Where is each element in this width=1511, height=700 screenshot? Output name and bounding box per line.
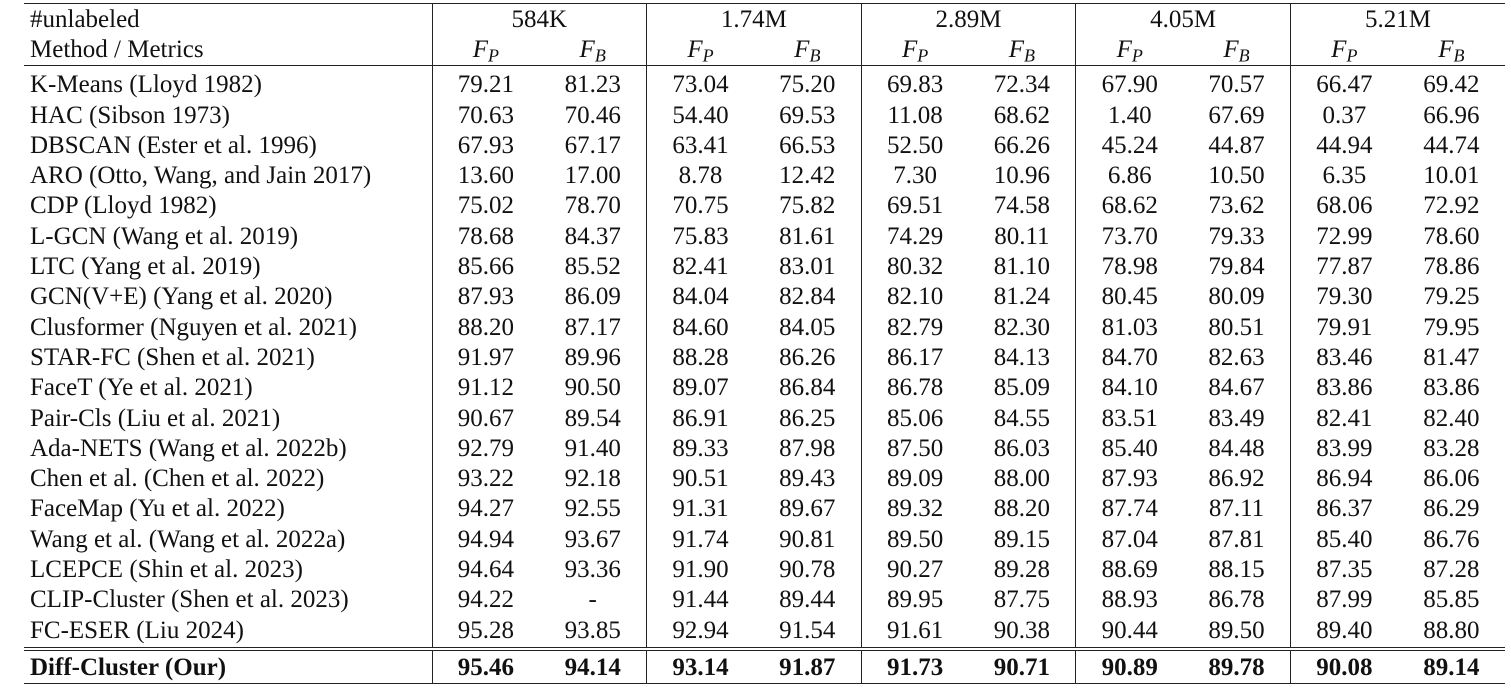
fb-value: 70.46 <box>564 101 621 129</box>
method-name: CDP (Lloyd 1982) <box>30 192 217 220</box>
fb-value: 84.37 <box>564 222 621 250</box>
fp-value: 7.30 <box>861 160 968 190</box>
fp-value: 78.98 <box>1076 251 1183 281</box>
fp-value: 85.06 <box>861 403 968 433</box>
method-name: LTC (Yang et al. 2019) <box>30 253 261 281</box>
fb-value: 80.09 <box>1208 283 1265 311</box>
table-row <box>24 494 1505 524</box>
fp-value: 78.68 <box>432 221 539 251</box>
fb-value: 88.80 <box>1423 616 1480 644</box>
fp-value: 93.22 <box>432 463 539 493</box>
metric-letter: F <box>472 35 489 63</box>
table-row <box>24 342 1505 372</box>
fp-value: 90.08 <box>1290 649 1397 684</box>
fp-value: 6.86 <box>1076 160 1183 190</box>
method-name: Wang et al. (Wang et al. 2022a) <box>30 525 346 553</box>
method-name: Ada-NETS (Wang et al. 2022b) <box>30 434 347 462</box>
metric-subscript: B <box>594 45 606 66</box>
fp-value: 90.67 <box>432 403 539 433</box>
fb-value: 87.17 <box>564 313 621 341</box>
fb-value: 86.92 <box>1208 465 1265 493</box>
metric-letter: F <box>794 35 810 63</box>
table-row <box>24 130 1505 160</box>
fp-value: 90.44 <box>1076 615 1183 649</box>
fp-value: 91.90 <box>647 554 754 584</box>
metric-letter: F <box>1116 35 1132 63</box>
fb-value: 10.96 <box>993 162 1051 190</box>
fp-value: 88.93 <box>1076 585 1183 615</box>
fb-value: 83.28 <box>1423 434 1480 462</box>
fb-value: 79.33 <box>1208 222 1265 250</box>
fp-value: 87.35 <box>1290 554 1397 584</box>
fb-value: 66.96 <box>1423 101 1480 129</box>
fp-value: 83.51 <box>1076 403 1183 433</box>
fp-value: 89.40 <box>1290 615 1397 649</box>
fb-value: 10.50 <box>1208 162 1265 190</box>
fp-value: 69.83 <box>861 65 968 100</box>
method-name: HAC (Sibson 1973) <box>30 101 231 129</box>
fp-value: 81.03 <box>1076 312 1183 342</box>
fp-value: 82.41 <box>647 251 754 281</box>
metric-subscript: B <box>1238 45 1250 66</box>
fp-value: 86.17 <box>861 342 968 372</box>
fp-value: 85.40 <box>1076 433 1183 463</box>
fp-value: 13.60 <box>432 160 539 190</box>
fp-value: 75.83 <box>647 221 754 251</box>
fb-value: 92.55 <box>564 495 621 523</box>
corner-label: #unlabeled <box>24 4 432 35</box>
table-row <box>24 251 1505 281</box>
fb-value: 84.05 <box>779 313 836 341</box>
metric-fb-header <box>754 34 861 65</box>
metric-fp-header <box>1076 34 1183 65</box>
table-row <box>24 433 1505 463</box>
fp-value: 91.74 <box>647 524 754 554</box>
metric-letter: F <box>901 35 918 63</box>
fb-value: 86.09 <box>564 283 621 311</box>
fb-value: 82.40 <box>1423 404 1480 432</box>
fp-value: 73.70 <box>1076 221 1183 251</box>
fp-value: 86.37 <box>1290 494 1397 524</box>
fb-value: 69.42 <box>1398 65 1505 100</box>
fp-value: 87.99 <box>1290 585 1397 615</box>
table-row <box>24 100 1505 130</box>
fb-value: - <box>588 586 597 614</box>
metric-letter: F <box>1438 35 1454 63</box>
fb-value: 72.92 <box>1423 192 1480 220</box>
fp-value: 84.04 <box>647 282 754 312</box>
fp-value: 91.12 <box>432 373 539 403</box>
method-name: STAR-FC (Shen et al. 2021) <box>30 343 315 371</box>
fb-value: 90.78 <box>779 555 836 583</box>
table-row <box>24 403 1505 433</box>
fb-value: 84.13 <box>993 343 1051 371</box>
results-body <box>24 65 1505 684</box>
fp-value: 87.93 <box>432 282 539 312</box>
fp-value: 89.33 <box>647 433 754 463</box>
fb-value: 75.82 <box>779 192 836 220</box>
fb-value: 86.03 <box>993 434 1051 462</box>
group-header: 584K <box>432 4 647 35</box>
metric-fb-header <box>1183 34 1290 65</box>
fp-value: 63.41 <box>647 130 754 160</box>
fp-value: 82.41 <box>1290 403 1397 433</box>
fp-value: 77.87 <box>1290 251 1397 281</box>
fp-value: 95.28 <box>432 615 539 649</box>
fb-value: 89.54 <box>564 404 621 432</box>
group-header: 4.05M <box>1076 4 1291 35</box>
fb-value: 88.00 <box>993 465 1051 493</box>
fp-value: 90.27 <box>861 554 968 584</box>
fb-value: 82.63 <box>1208 343 1265 371</box>
fp-value: 79.21 <box>432 65 539 100</box>
table-row <box>24 221 1505 251</box>
fb-value: 89.43 <box>779 465 836 493</box>
fb-value: 10.01 <box>1423 162 1480 190</box>
fb-value: 75.20 <box>754 65 861 100</box>
fp-value: 86.91 <box>647 403 754 433</box>
fp-value: 91.73 <box>861 649 968 684</box>
fb-value: 81.23 <box>539 65 646 100</box>
table-row <box>24 65 1505 100</box>
fp-value: 88.69 <box>1076 554 1183 584</box>
method-name: CLIP-Cluster (Shen et al. 2023) <box>30 586 349 614</box>
fp-value: 84.10 <box>1076 373 1183 403</box>
fb-value: 89.78 <box>1183 649 1290 684</box>
fp-value: 68.62 <box>1076 191 1183 221</box>
fb-value: 83.01 <box>779 253 836 281</box>
fp-value: 54.40 <box>647 100 754 130</box>
fp-value: 79.91 <box>1290 312 1397 342</box>
table-row <box>24 191 1505 221</box>
fb-value: 90.71 <box>969 649 1076 684</box>
fp-value: 94.22 <box>432 585 539 615</box>
fb-value: 91.40 <box>564 434 621 462</box>
fp-value: 87.74 <box>1076 494 1183 524</box>
fp-value: 84.70 <box>1076 342 1183 372</box>
metric-fp-header <box>861 34 968 65</box>
method-name: L-GCN (Wang et al. 2019) <box>30 222 299 250</box>
fb-value: 79.95 <box>1423 313 1480 341</box>
fp-value: 94.64 <box>432 554 539 584</box>
fp-value: 72.99 <box>1290 221 1397 251</box>
fb-value: 92.18 <box>564 465 621 493</box>
group-header: 5.21M <box>1290 4 1505 35</box>
fp-value: 75.02 <box>432 191 539 221</box>
fp-value: 67.93 <box>432 130 539 160</box>
results-table-container <box>24 3 1505 684</box>
fp-value: 82.10 <box>861 282 968 312</box>
fb-value: 86.06 <box>1423 465 1480 493</box>
fb-value: 80.11 <box>994 222 1050 250</box>
fb-value: 44.74 <box>1423 131 1480 159</box>
fb-value: 86.29 <box>1423 495 1480 523</box>
fb-value: 93.67 <box>564 525 621 553</box>
fb-value: 70.57 <box>1183 65 1290 100</box>
fp-value: 89.07 <box>647 373 754 403</box>
fb-value: 81.10 <box>993 253 1051 281</box>
fb-value: 85.85 <box>1423 586 1480 614</box>
table-row <box>24 463 1505 493</box>
fb-value: 89.14 <box>1398 649 1505 684</box>
fb-value: 44.87 <box>1208 131 1265 159</box>
fp-value: 73.04 <box>647 65 754 100</box>
fb-value: 66.53 <box>779 131 836 159</box>
fb-value: 87.11 <box>1208 495 1265 523</box>
fp-value: 52.50 <box>861 130 968 160</box>
fp-value: 79.30 <box>1290 282 1397 312</box>
fb-value: 82.84 <box>779 283 836 311</box>
metric-fb-header <box>1398 34 1505 65</box>
fp-value: 0.37 <box>1290 100 1397 130</box>
fb-value: 85.09 <box>993 374 1051 402</box>
fp-value: 87.04 <box>1076 524 1183 554</box>
fp-value: 91.61 <box>861 615 968 649</box>
fp-value: 87.93 <box>1076 463 1183 493</box>
fb-value: 87.98 <box>779 434 836 462</box>
fp-value: 44.94 <box>1290 130 1397 160</box>
table-row <box>24 554 1505 584</box>
fb-value: 86.26 <box>779 343 836 371</box>
fp-value: 87.50 <box>861 433 968 463</box>
fp-value: 82.79 <box>861 312 968 342</box>
fp-value: 94.27 <box>432 494 539 524</box>
metric-subscript: P <box>1346 45 1358 66</box>
ours-row <box>24 649 1505 684</box>
fb-value: 93.36 <box>564 555 621 583</box>
fb-value: 90.38 <box>993 616 1051 644</box>
fb-value: 90.81 <box>779 525 836 553</box>
fb-value: 93.85 <box>564 616 621 644</box>
fb-value: 84.67 <box>1208 374 1265 402</box>
metric-fp-header <box>1290 34 1397 65</box>
metric-letter: F <box>1008 35 1025 63</box>
fb-value: 79.84 <box>1208 253 1265 281</box>
fp-value: 11.08 <box>861 100 968 130</box>
fp-value: 66.47 <box>1290 65 1397 100</box>
table-row <box>24 524 1505 554</box>
metric-subscript: B <box>1024 45 1036 66</box>
fb-value: 88.20 <box>993 495 1051 523</box>
fp-value: 86.78 <box>861 373 968 403</box>
fb-value: 89.44 <box>779 586 836 614</box>
fp-value: 70.63 <box>432 100 539 130</box>
fp-value: 89.50 <box>861 524 968 554</box>
fb-value: 82.30 <box>993 313 1051 341</box>
fb-value: 86.76 <box>1423 525 1480 553</box>
table-row <box>24 312 1505 342</box>
method-name: Diff-Cluster (Our) <box>24 649 432 684</box>
fb-value: 78.86 <box>1423 253 1480 281</box>
fp-value: 1.40 <box>1076 100 1183 130</box>
fb-value: 12.42 <box>779 162 836 190</box>
fb-value: 89.15 <box>993 525 1051 553</box>
metric-subscript: B <box>1453 45 1465 66</box>
fb-value: 81.24 <box>993 283 1051 311</box>
fb-value: 81.47 <box>1423 343 1480 371</box>
fp-value: 94.94 <box>432 524 539 554</box>
method-name: GCN(V+E) (Yang et al. 2020) <box>30 283 333 311</box>
table-row <box>24 615 1505 649</box>
fp-value: 6.35 <box>1290 160 1397 190</box>
fb-value: 83.49 <box>1208 404 1265 432</box>
fp-value: 80.32 <box>861 251 968 281</box>
fp-value: 93.14 <box>647 649 754 684</box>
method-name: Chen et al. (Chen et al. 2022) <box>30 465 325 493</box>
metric-letter: F <box>687 35 703 63</box>
fp-value: 70.75 <box>647 191 754 221</box>
fb-value: 86.25 <box>779 404 836 432</box>
fb-value: 84.55 <box>993 404 1051 432</box>
fb-value: 84.48 <box>1208 434 1265 462</box>
fb-value: 87.28 <box>1423 555 1480 583</box>
group-header: 2.89M <box>861 4 1076 35</box>
fp-value: 89.32 <box>861 494 968 524</box>
fp-value: 84.60 <box>647 312 754 342</box>
fp-value: 91.31 <box>647 494 754 524</box>
method-header: Method / Metrics <box>24 34 432 65</box>
fb-value: 90.50 <box>564 374 621 402</box>
fb-value: 67.69 <box>1208 101 1265 129</box>
fp-value: 92.94 <box>647 615 754 649</box>
fb-value: 91.54 <box>779 616 836 644</box>
metric-subscript: P <box>1131 45 1143 66</box>
method-name: LCEPCE (Shin et al. 2023) <box>30 555 303 583</box>
fp-value: 85.66 <box>432 251 539 281</box>
metric-subscript: P <box>488 45 500 66</box>
fp-value: 89.09 <box>861 463 968 493</box>
method-name: Clusformer (Nguyen et al. 2021) <box>30 313 358 341</box>
method-name: DBSCAN (Ester et al. 1996) <box>30 131 317 159</box>
fb-value: 66.26 <box>993 131 1051 159</box>
fb-value: 87.75 <box>993 586 1051 614</box>
fb-value: 87.81 <box>1208 525 1265 553</box>
metric-fp-header <box>432 34 539 65</box>
fp-value: 88.20 <box>432 312 539 342</box>
fp-value: 69.51 <box>861 191 968 221</box>
table-row <box>24 282 1505 312</box>
metric-header-row <box>24 34 1505 65</box>
fb-value: 83.86 <box>1423 374 1480 402</box>
results-table <box>24 3 1505 684</box>
fp-value: 90.89 <box>1076 649 1183 684</box>
fp-value: 45.24 <box>1076 130 1183 160</box>
fb-value: 72.34 <box>969 65 1076 100</box>
method-name: ARO (Otto, Wang, and Jain 2017) <box>30 162 372 190</box>
fb-value: 78.60 <box>1423 222 1480 250</box>
fb-value: 89.96 <box>564 343 621 371</box>
metric-letter: F <box>579 35 595 63</box>
fb-value: 68.62 <box>993 101 1051 129</box>
fb-value: 79.25 <box>1423 283 1480 311</box>
fb-value: 67.17 <box>564 131 621 159</box>
fb-value: 78.70 <box>564 192 621 220</box>
table-row <box>24 373 1505 403</box>
fb-value: 80.51 <box>1208 313 1265 341</box>
fp-value: 83.99 <box>1290 433 1397 463</box>
metric-subscript: P <box>917 45 929 66</box>
fb-value: 94.14 <box>539 649 646 684</box>
fb-value: 81.61 <box>779 222 836 250</box>
fp-value: 92.79 <box>432 433 539 463</box>
metric-fb-header <box>969 34 1076 65</box>
fp-value: 83.86 <box>1290 373 1397 403</box>
fb-value: 91.87 <box>754 649 861 684</box>
fp-value: 91.97 <box>432 342 539 372</box>
fp-value: 88.28 <box>647 342 754 372</box>
fp-value: 8.78 <box>647 160 754 190</box>
metric-letter: F <box>1331 35 1347 63</box>
fp-value: 68.06 <box>1290 191 1397 221</box>
fb-value: 89.28 <box>993 555 1051 583</box>
metric-fp-header <box>647 34 754 65</box>
fb-value: 88.15 <box>1208 555 1265 583</box>
fp-value: 89.95 <box>861 585 968 615</box>
fb-value: 69.53 <box>779 101 836 129</box>
fp-value: 95.46 <box>432 649 539 684</box>
metric-letter: F <box>1223 35 1239 63</box>
method-name: K-Means (Lloyd 1982) <box>24 65 432 100</box>
method-name: FaceMap (Yu et al. 2022) <box>30 495 285 523</box>
metric-subscript: P <box>702 45 714 66</box>
group-header: 1.74M <box>647 4 862 35</box>
metric-fb-header <box>539 34 646 65</box>
fb-value: 17.00 <box>564 162 621 190</box>
fp-value: 80.45 <box>1076 282 1183 312</box>
method-name: FaceT (Ye et al. 2021) <box>30 374 253 402</box>
fp-value: 86.94 <box>1290 463 1397 493</box>
fb-value: 73.62 <box>1208 192 1265 220</box>
group-header-row <box>24 4 1505 35</box>
table-row <box>24 585 1505 615</box>
fb-value: 89.67 <box>779 495 836 523</box>
metric-subscript: B <box>809 45 821 66</box>
fb-value: 74.58 <box>993 192 1051 220</box>
fp-value: 90.51 <box>647 463 754 493</box>
fp-value: 91.44 <box>647 585 754 615</box>
fb-value: 89.50 <box>1208 616 1265 644</box>
fp-value: 85.40 <box>1290 524 1397 554</box>
table-row <box>24 160 1505 190</box>
fb-value: 86.84 <box>779 374 836 402</box>
fp-value: 83.46 <box>1290 342 1397 372</box>
fb-value: 85.52 <box>564 253 621 281</box>
fp-value: 67.90 <box>1076 65 1183 100</box>
method-name: Pair-Cls (Liu et al. 2021) <box>30 404 281 432</box>
fp-value: 74.29 <box>861 221 968 251</box>
fb-value: 86.78 <box>1208 586 1265 614</box>
method-name: FC-ESER (Liu 2024) <box>30 616 244 644</box>
